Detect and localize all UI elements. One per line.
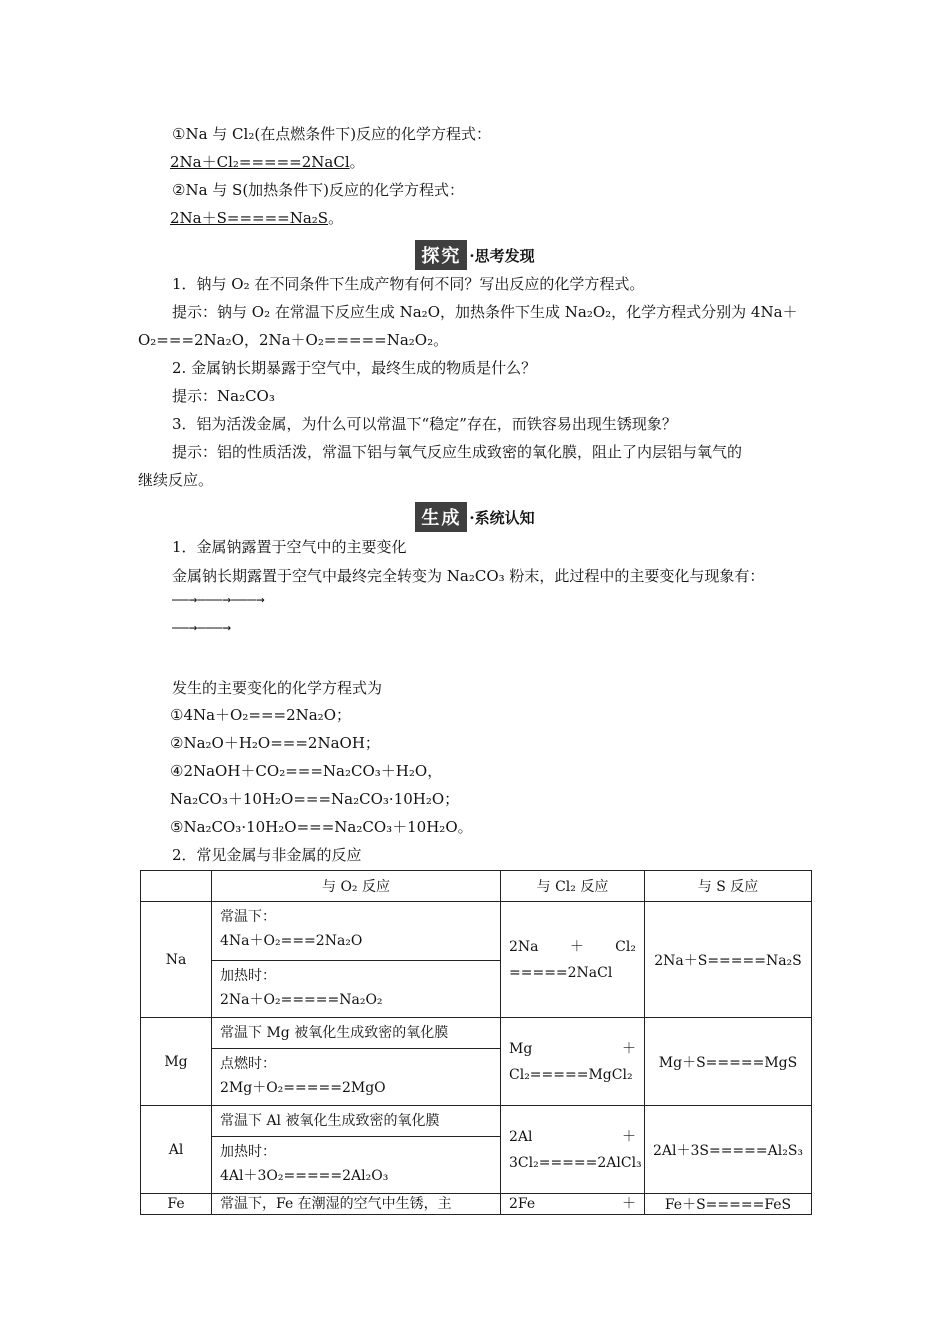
table-header-row [141, 871, 812, 902]
section-heading-generate [0, 502, 950, 532]
equation-line: ⑤Na₂CO₃·10H₂O===Na₂CO₃＋10H₂O。 [170, 818, 473, 836]
table-header [141, 871, 212, 902]
equation-text: 2Fe [509, 1196, 536, 1212]
section-badge: 生成 [415, 502, 467, 532]
question-1: 1．钠与 O₂ 在不同条件下生成产物有何不同？写出反应的化学方程式。 [172, 275, 645, 293]
equation-text: ＋ [622, 1196, 636, 1212]
cl2-cell [501, 1018, 645, 1106]
arrow-chain-1: ——→———→———→ [172, 592, 265, 608]
equation-text: ＋ [569, 938, 584, 955]
question-3: 3．铝为活泼金属，为什么可以常温下“稳定”存在，而铁容易出现生锈现象？ [172, 415, 677, 433]
intro-equation-2 [170, 208, 343, 228]
answer-3-line-2: 继续反应。 [138, 471, 214, 489]
answer-1-line-2: O₂===2Na₂O，2Na＋O₂=====Na₂O₂。 [138, 331, 449, 349]
equation-text: Mg [509, 1040, 533, 1057]
equation-text: 2Mg＋O₂=====2MgO [220, 1080, 386, 1096]
intro-line-2: ②Na 与 S(加热条件下)反应的化学方程式： [172, 181, 465, 199]
equation-text: 2Na [509, 938, 539, 955]
equation-text: ＋ [622, 1128, 636, 1145]
equation-text: 4Al＋3O₂=====2Al₂O₃ [220, 1168, 389, 1184]
cl2-cell [501, 1106, 645, 1194]
condition-label: 点燃时： [220, 1056, 276, 1072]
condition-label: 常温下： [220, 909, 276, 925]
table-header: 与 Cl₂ 反应 [501, 871, 645, 902]
answer-3-line-1: 提示：铝的性质活泼，常温下铝与氧气反应生成致密的氧化膜，阻止了内层铝与氧气的 [172, 443, 743, 461]
intro-line-1: ①Na 与 Cl₂(在点燃条件下)反应的化学方程式： [172, 125, 492, 143]
punctuation: 。 [328, 209, 344, 227]
equations-heading: 发生的主要变化的化学方程式为 [172, 679, 383, 697]
s-cell: Mg＋S=====MgS [645, 1018, 812, 1106]
table-header: 与 O₂ 反应 [212, 871, 501, 902]
o2-cell [212, 902, 501, 1018]
cl2-cell [501, 902, 645, 1018]
table-row [141, 1106, 812, 1194]
punctuation: 。 [349, 153, 365, 171]
metal-cell: Mg [141, 1018, 212, 1106]
intro-equation-1 [170, 152, 365, 172]
o2-cell [212, 1018, 501, 1106]
section-title: ·思考发现 [469, 246, 535, 265]
table-header: 与 S 反应 [645, 871, 812, 902]
condition-label: 常温下 Mg 被氧化生成致密的氧化膜 [220, 1025, 449, 1041]
equation-line: ②Na₂O＋H₂O===2NaOH； [170, 734, 380, 752]
answer-1-line-1: 提示：钠与 O₂ 在常温下反应生成 Na₂O，加热条件下生成 Na₂O₂，化学方程式分别为 4Na＋ [172, 303, 798, 321]
answer-2: 提示：Na₂CO₃ [172, 387, 275, 405]
o2-cell [212, 1194, 501, 1215]
subheading-1: 1．金属钠露置于空气中的主要变化 [172, 538, 407, 556]
s-cell: 2Al＋3S=====Al₂S₃ [645, 1106, 812, 1194]
equation-line: ④2NaOH＋CO₂===Na₂CO₃＋H₂O， [170, 762, 443, 780]
equation-text: =====2NaCl [509, 964, 613, 981]
equation-text: 2Al [509, 1128, 533, 1145]
table-row [141, 902, 812, 1018]
condition-label: 加热时： [220, 968, 276, 984]
subheading-2: 2．常见金属与非金属的反应 [172, 846, 362, 864]
equation-text: Cl₂=====MgCl₂ [509, 1066, 633, 1083]
s-cell: 2Na＋S=====Na₂S [645, 902, 812, 1018]
equation-line: Na₂CO₃＋10H₂O===Na₂CO₃·10H₂O； [170, 790, 460, 808]
equation-text: ＋ [622, 1040, 636, 1057]
table-row [141, 1018, 812, 1106]
table-row [141, 1194, 812, 1215]
equation-text: 2Na＋O₂=====Na₂O₂ [220, 992, 383, 1008]
section-title: ·系统认知 [469, 508, 535, 527]
question-2: 2. 金属钠长期暴露于空气中，最终生成的物质是什么？ [172, 359, 537, 377]
paragraph-1: 金属钠长期露置于空气中最终完全转变为 Na₂CO₃ 粉末，此过程中的主要变化与现象有： [172, 567, 765, 585]
cl2-cell [501, 1194, 645, 1215]
equation-text: 4Na＋O₂===2Na₂O [220, 933, 363, 949]
metal-cell: Na [141, 902, 212, 1018]
equation-text: Cl₂ [615, 938, 636, 955]
condition-label: 常温下 Al 被氧化生成致密的氧化膜 [220, 1113, 440, 1129]
equation-answer: 2Na＋Cl₂=====2NaCl [170, 153, 350, 171]
o2-cell [212, 1106, 501, 1194]
equation-answer: 2Na＋S=====Na₂S [170, 209, 329, 227]
arrow-chain-2: ——→———→ [172, 620, 232, 636]
condition-label: 加热时： [220, 1144, 276, 1160]
equation-text: 3Cl₂=====2AlCl₃ [509, 1154, 642, 1171]
metal-nonmetal-table [140, 870, 812, 1215]
s-cell: Fe＋S=====FeS [645, 1194, 812, 1215]
section-heading-explore [0, 240, 950, 270]
condition-label: 常温下，Fe 在潮湿的空气中生锈，主 [220, 1196, 452, 1212]
metal-cell: Fe [141, 1194, 212, 1215]
metal-cell: Al [141, 1106, 212, 1194]
equation-line: ①4Na＋O₂===2Na₂O； [170, 706, 351, 724]
section-badge: 探究 [415, 240, 467, 270]
